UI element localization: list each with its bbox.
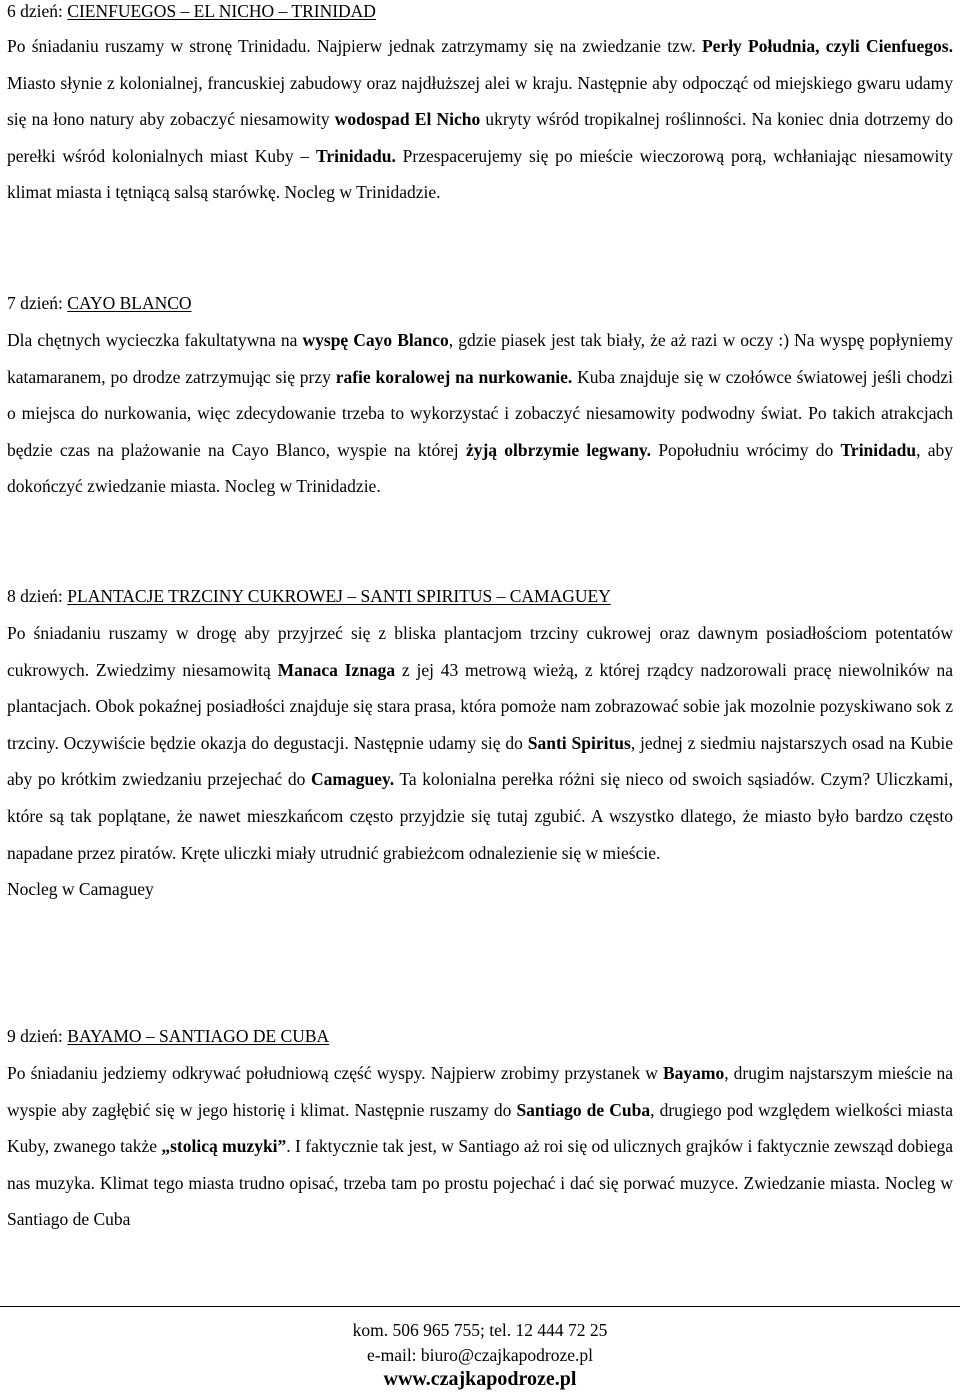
day-heading	[7, 585, 953, 607]
bold-phrase: Santiago de Cuba	[516, 1099, 651, 1120]
bold-phrase: Trinidadu.	[315, 145, 396, 166]
day-7-section	[7, 292, 953, 505]
day-title: CIENFUEGOS – EL NICHO – TRINIDAD	[67, 1, 376, 21]
text-run: Ta kolonialna perełka różni się nieco od swoich sąsiadów. Czym? Uliczkami, które są tak poplątane, że nawet mieszkańcom często przyjdzie się tutaj zgubić. A wszystko dlatego, że miasto było bardzo często napadane przez piratów. Kręte uliczki miały utrudnić grabieżcom odnalezienie się w mieście.	[7, 769, 953, 863]
text-run: Popołudniu wrócimy do	[651, 439, 841, 460]
page-footer	[0, 1306, 960, 1396]
bold-phrase: Santi Spiritus	[527, 732, 631, 753]
text-run: ukryty wśród tropikalnej roślinności. Na koniec dnia dotrzemy do perełki wśród kolonialnych miast Kuby –	[7, 109, 953, 166]
day-description	[7, 615, 953, 871]
text-run: , jednej z siedmiu najstarszych osad na Kubie aby po krótkim zwiedzaniu przejechać do	[7, 732, 954, 790]
day-label-separator: :	[58, 1, 68, 21]
text-run: , drugiego pod względem wielkości miasta Kuby, zwanego także	[7, 1099, 953, 1157]
text-run: Po śniadaniu ruszamy w drogę aby przyjrzeć się z bliska plantacjom trzciny cukrowej oraz dawnym posiadłościom potentatów cukrowych. Zwiedzimy niesamowitą	[7, 623, 953, 680]
text-run: z jej 43 metrową wieżą, z której rządcy nadzorowali pracę niewolników na plantacjach. Obok pokaźnej posiadłości znajduje się stara prasa, która pomoże nam zobrazować sobie jak mozolnie pozyskiwano sok z trzciny. Oczywiście będzie okazja do degustacji. Następnie udamy się do	[7, 659, 953, 753]
text-run: , drugim najstarszym mieście na wyspie aby zagłębić się w jego historię i klimat. Następnie ruszamy do	[7, 1063, 953, 1120]
day-note	[7, 871, 953, 908]
day-label: 7 dzień:	[7, 293, 63, 313]
footer-email[interactable]: e-mail: biuro@czajkapodroze.pl	[366, 1345, 594, 1365]
day-description	[7, 1055, 953, 1238]
text-run: Po śniadaniu jedziemy odkrywać południową część wyspy. Najpierw zrobimy przystanek w	[7, 1063, 663, 1083]
day-label-separator: :	[58, 1026, 68, 1046]
text-run: Po śniadaniu ruszamy w stronę Trinidadu. Najpierw jednak zatrzymamy się na zwiedzanie tzw.	[7, 36, 702, 56]
bold-phrase: Bayamo	[662, 1063, 725, 1083]
text-run: Przespacerujemy się po mieście wieczorową porą, wchłaniając niesamowity klimat miasta i tętniącą salsą starówkę. Nocleg w Trinidadzie.	[7, 145, 953, 203]
text-run: Miasto słynie z kolonialnej, francuskiej zabudowy oraz najdłuższej alei w kraju. Następnie aby odpocząć od miejskiego gwaru udamy się na łono natury aby zobaczyć niesamowity	[7, 72, 953, 130]
text-run: , gdzie piasek jest tak biały, że aż razi w oczy :) Na wyspę popłyniemy katamaranem, po drodze zatrzymując się przy	[7, 330, 954, 387]
text-run: . I faktycznie tak jest, w Santiago aż roi się od ulicznych grajków i faktycznie zewsząd dobiega nas muzyka. Klimat tego miasta trudno opisać, trzeba tam po prostu pojechać i dać się porwać muzyce. Zwiedzanie miasta. Nocleg w Santiago de Cuba	[7, 1136, 953, 1230]
day-label: 9 dzień	[7, 1026, 59, 1046]
day-label: 6 dzień	[7, 1, 59, 21]
day-heading	[7, 0, 953, 22]
day-8-section	[7, 585, 953, 908]
text-run: Dla chętnych wycieczka fakultatywna na	[7, 330, 303, 350]
day-label-separator: :	[58, 586, 68, 606]
text-run: Kuba znajduje się w czołówce światowej jeśli chodzi o miejsca do nurkowania, więc zdecydowanie trzeba to wykorzystać i zobaczyć niesamowity podwodny świat. Po takich atrakcjach będzie czas na plażowanie na Cayo Blanco, wyspie na której	[7, 366, 953, 460]
day-6-section	[7, 0, 953, 211]
bold-phrase: wodospad El Nicho	[334, 109, 481, 130]
day-description	[7, 322, 953, 505]
bold-phrase: Trinidadu	[840, 439, 917, 460]
footer-website-link[interactable]: www.czajkapodroze.pl	[383, 1368, 577, 1390]
footer-phones: kom. 506 965 755; tel. 12 444 72 25	[352, 1320, 608, 1340]
day-title: BAYAMO – SANTIAGO DE CUBA	[67, 1026, 330, 1046]
bold-phrase: żyją olbrzymie legwany.	[465, 439, 652, 460]
bold-phrase: rafie koralowej na nurkowanie.	[335, 366, 573, 387]
day-heading	[7, 1025, 953, 1047]
day-description	[7, 28, 953, 211]
bold-phrase: Camaguey.	[310, 769, 395, 790]
day-label: 8 dzień	[7, 586, 59, 606]
bold-phrase: wyspę Cayo Blanco	[302, 330, 449, 350]
bold-phrase: „stolicą muzyki”	[161, 1136, 287, 1157]
day-title: CAYO BLANCO	[67, 293, 192, 313]
bold-phrase: Manaca Iznaga	[277, 659, 396, 680]
bold-phrase: Perły Południa, czyli Cienfuegos.	[701, 36, 953, 56]
text-run: Nocleg w Camaguey	[7, 879, 154, 900]
day-title: PLANTACJE TRZCINY CUKROWEJ – SANTI SPIRITUS – CAMAGUEY	[67, 586, 611, 606]
day-heading	[7, 292, 953, 314]
text-run: , aby dokończyć zwiedzanie miasta. Nocleg w Trinidadzie.	[7, 439, 953, 497]
day-9-section	[7, 1025, 953, 1238]
